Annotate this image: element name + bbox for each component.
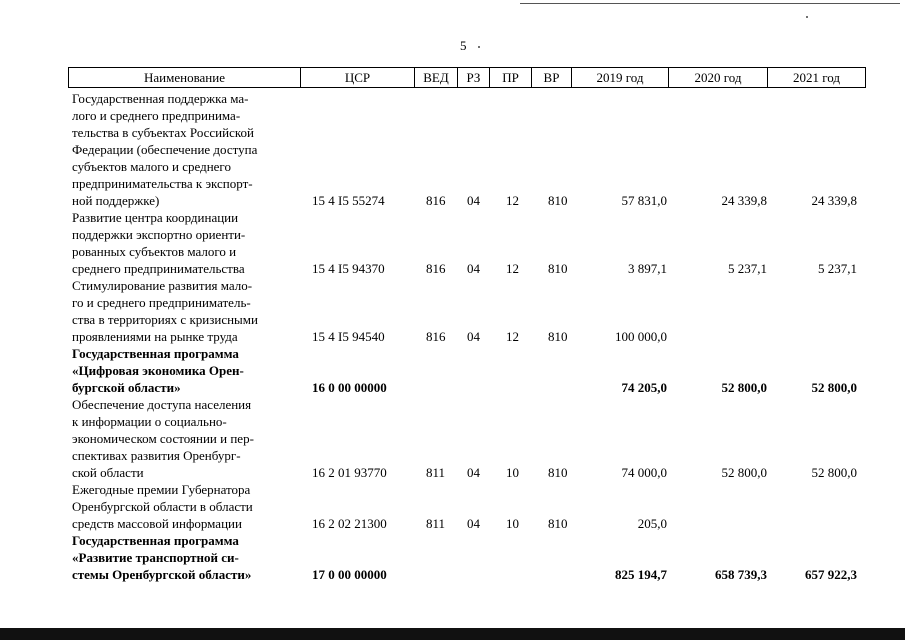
value-2020: 658 739,3 [715,567,767,582]
row-name-line: Развитие центра координации [72,210,239,225]
scan-speck [806,16,808,18]
value-2019: 3 897,1 [628,261,667,276]
csr-cell: 15 4 I5 55274 [312,193,385,208]
value-2020: 52 800,0 [721,380,767,395]
row-name-line: рованных субъектов малого и [72,244,237,259]
row-name-line: средств массовой информации [72,516,242,531]
header-2020: 2020 год [669,68,768,88]
vr-cell: 810 [548,193,568,208]
header-name: Наименование [69,68,301,88]
table-row [0,345,905,396]
value-2021: 657 922,3 [805,567,857,582]
header-pr: ПР [490,68,532,88]
row-name-line: Стимулирование развития мало- [72,278,253,293]
ved-cell: 811 [426,516,446,531]
pr-cell: 12 [506,329,519,344]
header-vr: ВР [532,68,572,88]
row-name [72,345,292,396]
row-name [72,481,292,532]
pr-cell: 12 [506,261,519,276]
header-2019: 2019 год [572,68,669,88]
row-name [72,90,292,209]
row-name-line: спективах развития Оренбург- [72,448,241,463]
value-2019: 825 194,7 [615,567,667,582]
row-name-line: поддержки экспортно ориенти- [72,227,246,242]
value-2020: 52 800,0 [721,465,767,480]
row-name-line: ской области [72,465,144,480]
row-name-line: бургской области» [72,380,181,395]
table-row [0,277,905,345]
value-2019: 74 000,0 [621,465,667,480]
ved-cell: 811 [426,465,446,480]
ved-cell: 816 [426,261,446,276]
rz-cell: 04 [467,516,480,531]
pr-cell: 10 [506,516,519,531]
rz-cell: 04 [467,261,480,276]
top-edge-line [520,3,900,4]
row-name-line: «Цифровая экономика Орен- [72,363,244,378]
vr-cell: 810 [548,261,568,276]
row-name-line: Федерации (обеспечение доступа [72,142,258,157]
row-name [72,209,292,277]
vr-cell: 810 [548,465,568,480]
pr-cell: 10 [506,465,519,480]
vr-cell: 810 [548,516,568,531]
value-2020: 24 339,8 [721,193,767,208]
row-name-line: «Развитие транспортной си- [72,550,239,565]
value-2019: 74 205,0 [621,380,667,395]
row-name-line: к информации о социально- [72,414,227,429]
bottom-scan-edge [0,628,905,640]
csr-cell: 16 0 00 00000 [312,380,387,395]
row-name-line: го и среднего предприниматель- [72,295,251,310]
header-ved: ВЕД [415,68,458,88]
value-2019: 205,0 [637,516,667,531]
rz-cell: 04 [467,329,480,344]
row-name [72,396,292,481]
row-name [72,277,292,345]
csr-cell: 15 4 I5 94370 [312,261,385,276]
value-2021: 5 237,1 [818,261,857,276]
row-name-line: лого и среднего предпринима- [72,108,241,123]
value-2019: 100 000,0 [615,329,667,344]
csr-cell: 16 2 02 21300 [312,516,387,531]
row-name-line: Государственная поддержка ма- [72,91,249,106]
scan-speck [478,46,480,48]
rz-cell: 04 [467,465,480,480]
row-name-line: ства в территориях с кризисными [72,312,258,327]
row-name-line: тельства в субъектах Российской [72,125,254,140]
page-number: 5 [460,38,467,53]
value-2021: 52 800,0 [811,380,857,395]
ved-cell: 816 [426,329,446,344]
table-row [0,481,905,532]
row-name-line: ной поддержке) [72,193,160,208]
row-name-line: стемы Оренбургской области» [72,567,252,582]
csr-cell: 15 4 I5 94540 [312,329,385,344]
csr-cell: 17 0 00 00000 [312,567,387,582]
row-name-line: Государственная программа [72,533,239,548]
ved-cell: 816 [426,193,446,208]
table-row [0,396,905,481]
row-name-line: проявлениями на рынке труда [72,329,238,344]
row-name-line: предпринимательства к экспорт- [72,176,253,191]
row-name-line: Государственная программа [72,346,239,361]
header-2021: 2021 год [768,68,866,88]
row-name-line: Оренбургской области в области [72,499,253,514]
value-2019: 57 831,0 [621,193,667,208]
row-name [72,532,292,583]
header-csr: ЦСР [301,68,415,88]
row-name-line: Ежегодные премии Губернатора [72,482,251,497]
table-row [0,532,905,583]
row-name-line: субъектов малого и среднего [72,159,231,174]
table-row [0,90,905,209]
row-name-line: экономическом состоянии и пер- [72,431,254,446]
header-rz: РЗ [458,68,490,88]
value-2020: 5 237,1 [728,261,767,276]
value-2021: 52 800,0 [811,465,857,480]
value-2021: 24 339,8 [811,193,857,208]
csr-cell: 16 2 01 93770 [312,465,387,480]
pr-cell: 12 [506,193,519,208]
rz-cell: 04 [467,193,480,208]
table-row [0,209,905,277]
row-name-line: среднего предпринимательства [72,261,245,276]
row-name-line: Обеспечение доступа населения [72,397,252,412]
vr-cell: 810 [548,329,568,344]
table-header [68,67,866,88]
